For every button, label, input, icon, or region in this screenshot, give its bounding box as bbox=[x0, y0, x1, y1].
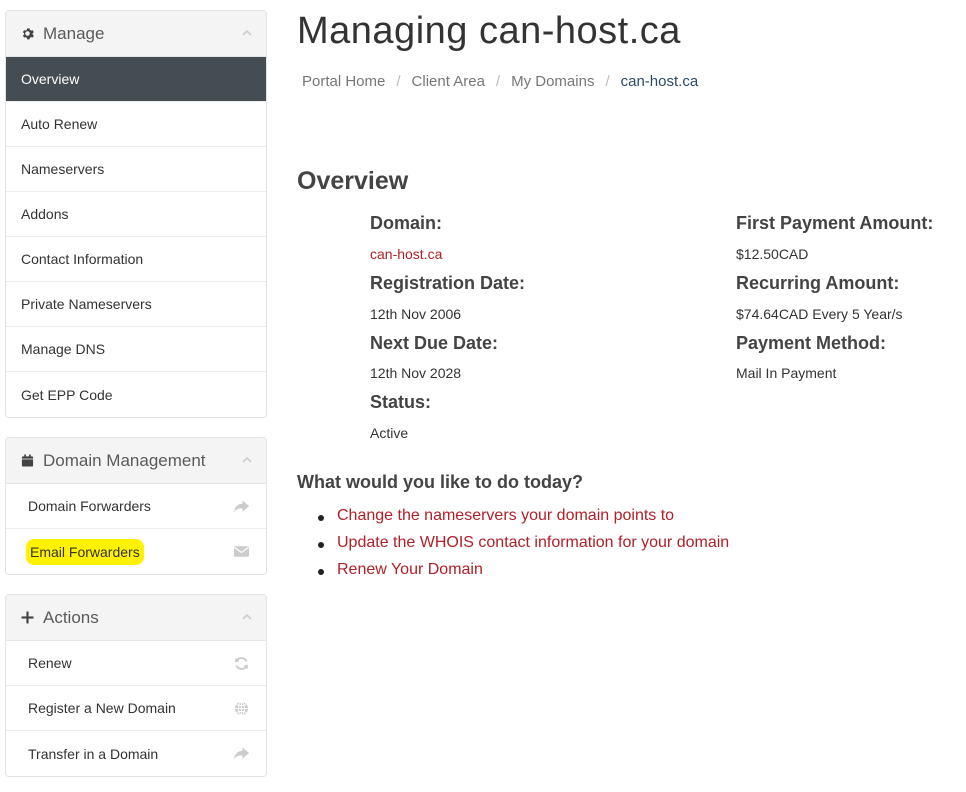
chevron-up-icon[interactable] bbox=[242, 455, 252, 465]
first-payment-label: First Payment Amount: bbox=[736, 213, 934, 233]
breadcrumb-separator: / bbox=[495, 73, 501, 90]
sidebar-item-label: Register a New Domain bbox=[28, 700, 176, 716]
status-label: Status: bbox=[370, 392, 432, 412]
domain-management-panel bbox=[5, 437, 267, 575]
chevron-up-icon[interactable] bbox=[242, 28, 252, 38]
sidebar-item-register-new-domain[interactable] bbox=[6, 686, 266, 731]
next-due-date-label: Next Due Date: bbox=[370, 333, 499, 353]
sidebar-item-contact-information[interactable] bbox=[6, 237, 266, 282]
sidebar-item-transfer-domain[interactable] bbox=[6, 731, 266, 776]
todo-heading: What would you like to do today? bbox=[297, 472, 583, 492]
chevron-up-icon[interactable] bbox=[242, 612, 252, 622]
plus-icon bbox=[20, 611, 34, 625]
domain-management-panel-title: Domain Management bbox=[43, 450, 206, 470]
breadcrumb-separator: / bbox=[605, 73, 610, 90]
sidebar-item-label: Private Nameservers bbox=[21, 296, 152, 312]
sidebar-item-manage-dns[interactable] bbox=[6, 327, 266, 372]
breadcrumb bbox=[302, 73, 698, 90]
sidebar-item-private-nameservers[interactable] bbox=[6, 282, 266, 327]
manage-panel-header[interactable] bbox=[6, 11, 266, 57]
actions-panel-header[interactable] bbox=[6, 595, 266, 641]
recurring-amount-label: Recurring Amount: bbox=[736, 273, 900, 293]
sidebar-item-label: Nameservers bbox=[21, 161, 105, 177]
calendar-icon bbox=[20, 454, 34, 468]
manage-panel bbox=[5, 10, 267, 418]
sidebar-item-label: Renew bbox=[28, 655, 72, 671]
breadcrumb-current-domain: can-host.ca bbox=[620, 73, 699, 90]
todo-links-list bbox=[318, 507, 729, 588]
sidebar-item-auto-renew[interactable] bbox=[6, 102, 266, 147]
change-nameservers-link[interactable]: Change the nameservers your domain points to bbox=[318, 507, 729, 534]
sidebar-item-nameservers[interactable] bbox=[6, 147, 266, 192]
manage-panel-title: Manage bbox=[43, 23, 105, 43]
domain-label: Domain: bbox=[370, 213, 442, 233]
breadcrumb-portal-home[interactable]: Portal Home bbox=[302, 73, 386, 90]
actions-panel bbox=[5, 594, 267, 777]
actions-panel-title: Actions bbox=[43, 607, 99, 627]
domain-value-link[interactable]: can-host.ca bbox=[370, 246, 443, 262]
sidebar-item-get-epp-code[interactable] bbox=[6, 372, 266, 417]
sidebar-item-overview[interactable] bbox=[6, 57, 266, 102]
sidebar-item-label: Overview bbox=[21, 71, 80, 87]
registration-date-label: Registration Date: bbox=[370, 273, 526, 293]
next-due-date-value: 12th Nov 2028 bbox=[370, 365, 462, 381]
sidebar-item-label: Domain Forwarders bbox=[28, 498, 151, 514]
payment-method-label: Payment Method: bbox=[736, 333, 887, 353]
breadcrumb-my-domains[interactable]: My Domains bbox=[511, 73, 595, 90]
update-whois-link[interactable]: Update the WHOIS contact information for your domain bbox=[318, 534, 729, 561]
refresh-icon bbox=[233, 656, 250, 671]
sidebar-item-renew[interactable] bbox=[6, 641, 266, 686]
payment-method-value: Mail In Payment bbox=[736, 365, 837, 381]
breadcrumb-client-area[interactable]: Client Area bbox=[411, 73, 485, 90]
envelope-icon bbox=[233, 544, 250, 559]
registration-date-value: 12th Nov 2006 bbox=[370, 306, 462, 322]
sidebar-item-label: Manage DNS bbox=[21, 341, 106, 357]
sidebar-item-domain-forwarders[interactable] bbox=[6, 484, 266, 529]
overview-heading: Overview bbox=[297, 167, 409, 195]
gear-icon bbox=[20, 27, 34, 41]
domain-management-panel-header[interactable] bbox=[6, 438, 266, 484]
recurring-amount-value: $74.64CAD Every 5 Year/s bbox=[736, 306, 903, 322]
sidebar-item-label: Auto Renew bbox=[21, 116, 98, 132]
sidebar-item-label: Email Forwarders bbox=[28, 541, 142, 563]
sidebar-item-label: Transfer in a Domain bbox=[28, 745, 159, 762]
share-arrow-icon bbox=[233, 746, 250, 761]
breadcrumb-separator: / bbox=[396, 73, 401, 90]
sidebar-item-label: Contact Information bbox=[21, 251, 144, 267]
sidebar-item-email-forwarders[interactable] bbox=[6, 529, 266, 574]
renew-domain-link[interactable]: Renew Your Domain bbox=[318, 561, 729, 588]
page-title: Managing can-host.ca bbox=[297, 10, 681, 52]
status-value: Active bbox=[370, 425, 409, 441]
sidebar-item-label: Addons bbox=[21, 206, 69, 222]
first-payment-value: $12.50CAD bbox=[736, 246, 809, 262]
globe-icon bbox=[233, 701, 250, 716]
share-arrow-icon bbox=[233, 499, 250, 514]
sidebar-item-label: Get EPP Code bbox=[21, 386, 113, 403]
sidebar-item-addons[interactable] bbox=[6, 192, 266, 237]
